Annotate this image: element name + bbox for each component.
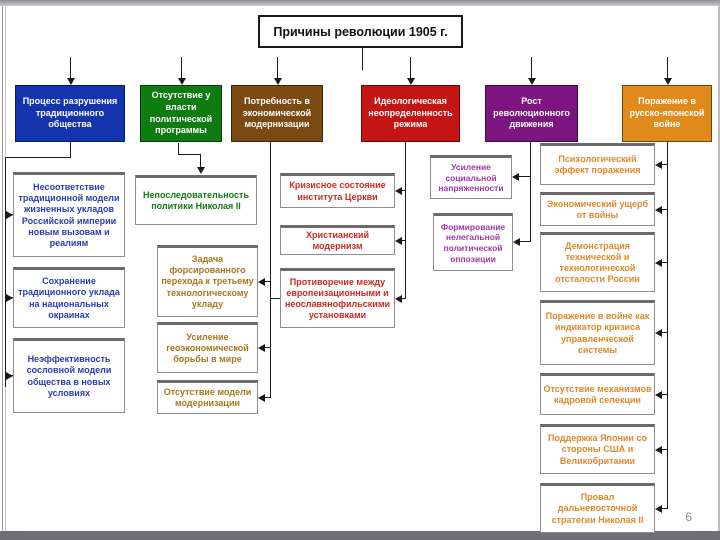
arrow-left-icon [395, 295, 402, 303]
arrow-down-icon [197, 167, 205, 174]
arrow-down-icon [274, 78, 282, 85]
cause-box-ideological-uncertainty-1: Христианский модернизм [280, 225, 395, 255]
connector-line [277, 57, 278, 78]
arrow-down-icon [67, 78, 75, 85]
connector-line [405, 142, 406, 299]
connector-line [271, 298, 280, 299]
cause-box-revolutionary-movement-growth-0: Усиление социальной напряженности [430, 155, 512, 199]
cause-box-traditional-society-breakdown-0: Несоответствие традиционной модели жизненных укладов Российской империи новым вызовам и реалиям [13, 172, 125, 257]
slide-frame-left [2, 6, 3, 531]
arrow-left-icon [655, 259, 662, 267]
cause-box-russo-japanese-war-defeat-0: Психологический эффект поражения [540, 143, 655, 185]
cause-box-economic-modernization-need-2: Отсутствие модели модернизации [157, 380, 258, 414]
cause-box-economic-modernization-need-0: Задача форсированного перехода к третьему технологическому укладу [157, 245, 258, 317]
connector-line [264, 281, 271, 282]
cause-box-revolutionary-movement-growth-1: Формирование нелегальной политической оппозиции [433, 213, 513, 271]
connector-line [70, 142, 71, 158]
diagram-title: Причины революции 1905 г. [258, 15, 463, 48]
arrow-down-icon [664, 78, 672, 85]
arrow-down-icon [178, 78, 186, 85]
cause-box-russo-japanese-war-defeat-2: Демонстрация технической и технологической отсталости России [540, 232, 655, 292]
arrow-left-icon [395, 187, 402, 195]
arrow-left-icon [655, 446, 662, 454]
connector-line [264, 347, 271, 348]
arrow-right-icon [6, 211, 13, 219]
slide-frame-top [0, 0, 720, 6]
connector-line [530, 142, 531, 242]
connector-line [667, 142, 668, 509]
cause-box-russo-japanese-war-defeat-4: Отсутствие механизмов кадровой селекции [540, 373, 655, 415]
arrow-left-icon [258, 344, 265, 352]
category-box-economic-modernization-need: Потребность в экономической модернизации [231, 85, 323, 142]
arrow-left-icon [655, 206, 662, 214]
cause-box-no-political-program-0: Непоследовательность политики Николая II [135, 175, 257, 225]
cause-box-traditional-society-breakdown-2: Неэффективность сословной модели общества в новых условиях [13, 338, 125, 413]
category-box-russo-japanese-war-defeat: Поражение в русско-японской войне [622, 85, 712, 142]
cause-box-ideological-uncertainty-0: Кризисное состояние института Церкви [280, 173, 395, 208]
cause-box-economic-modernization-need-1: Усиление геоэкономической борьбы в мире [157, 322, 258, 373]
arrow-left-icon [258, 278, 265, 286]
arrow-left-icon [655, 329, 662, 337]
cause-box-russo-japanese-war-defeat-5: Поддержка Японии со стороны США и Великобритании [540, 424, 655, 474]
arrow-left-icon [395, 237, 402, 245]
connector-line [70, 57, 71, 78]
arrow-left-icon [512, 173, 519, 181]
arrow-left-icon [513, 238, 520, 246]
arrow-down-icon [407, 78, 415, 85]
arrow-left-icon [655, 505, 662, 513]
connector-line [264, 397, 271, 398]
connector-line [5, 157, 71, 158]
page-number: 6 [685, 510, 692, 524]
connector-line [519, 241, 530, 242]
category-box-ideological-uncertainty: Идеологическая неопределенность режима [361, 85, 460, 142]
cause-box-russo-japanese-war-defeat-6: Провал дальневосточной стратегии Николая II [540, 483, 655, 533]
category-box-revolutionary-movement-growth: Рост революционного движения [485, 85, 578, 142]
arrow-left-icon [655, 391, 662, 399]
arrow-right-icon [6, 294, 13, 302]
arrow-left-icon [258, 394, 265, 402]
connector-line [531, 57, 532, 78]
connector-line [5, 157, 6, 387]
cause-box-russo-japanese-war-defeat-1: Экономический ущерб от войны [540, 192, 655, 226]
cause-box-russo-japanese-war-defeat-3: Поражение в войне как индикатор кризиса управленческой системы [540, 300, 655, 365]
cause-box-traditional-society-breakdown-1: Сохранение традиционного уклада на национальных окраинах [13, 267, 125, 328]
connector-line [178, 154, 201, 155]
connector-line [410, 57, 411, 78]
connector-line [518, 176, 530, 177]
connector-line [362, 48, 363, 70]
connector-line [181, 57, 182, 78]
connector-line [667, 57, 668, 78]
arrow-left-icon [655, 161, 662, 169]
arrow-right-icon [6, 372, 13, 380]
cause-box-ideological-uncertainty-2: Противоречие между европеизационными и неославянофильскими установками [280, 268, 395, 328]
arrow-down-icon [528, 78, 536, 85]
category-box-no-political-program: Отсутствие у власти политической программы [140, 85, 222, 142]
connector-line [200, 154, 201, 168]
connector-line [270, 142, 271, 397]
category-box-traditional-society-breakdown: Процесс разрушения традиционного общества [15, 85, 125, 142]
